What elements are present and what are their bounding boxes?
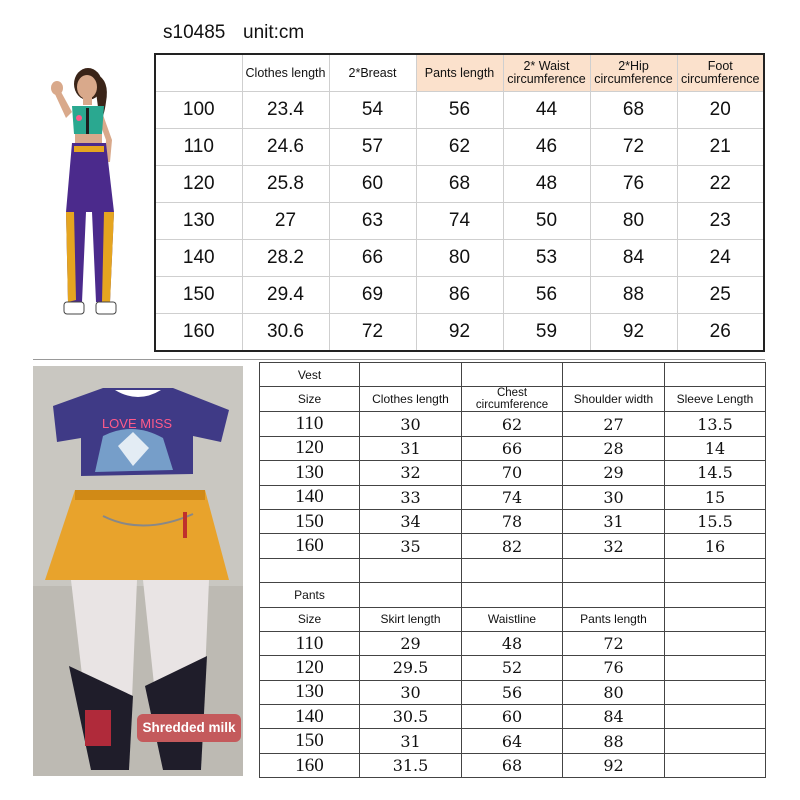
table-row xyxy=(155,314,764,352)
table-cell: 92 xyxy=(590,314,677,352)
empty-cell xyxy=(665,583,766,607)
table-row xyxy=(260,656,766,680)
section-divider xyxy=(33,359,765,360)
header-cell: 2*Hip circumference xyxy=(590,54,677,92)
table-cell: 92 xyxy=(416,314,503,352)
table-cell: 24.6 xyxy=(242,129,329,166)
table-row xyxy=(260,461,766,485)
table-cell: 29 xyxy=(360,631,462,655)
table-cell: 76 xyxy=(590,166,677,203)
empty-cell xyxy=(462,558,563,582)
table-cell: 80 xyxy=(590,203,677,240)
table-cell: 27 xyxy=(242,203,329,240)
table-cell: 24 xyxy=(677,240,764,277)
table-cell: 150 xyxy=(260,509,360,533)
section-title-row xyxy=(260,363,766,387)
table-cell: 62 xyxy=(462,412,563,436)
table-cell: 74 xyxy=(416,203,503,240)
empty-cell xyxy=(665,631,766,655)
table-row xyxy=(260,753,766,777)
table-cell: 60 xyxy=(462,705,563,729)
table-cell: 25 xyxy=(677,277,764,314)
table-cell: 23 xyxy=(677,203,764,240)
table-cell: 48 xyxy=(462,631,563,655)
table-cell: 53 xyxy=(503,240,590,277)
table-row xyxy=(155,92,764,129)
header-cell xyxy=(155,54,242,92)
table-cell: 26 xyxy=(677,314,764,352)
table-cell: 150 xyxy=(260,729,360,753)
table-cell: 54 xyxy=(329,92,416,129)
table-cell: 29.5 xyxy=(360,656,462,680)
table-cell: 31 xyxy=(360,729,462,753)
table-row xyxy=(260,631,766,655)
table-cell: 140 xyxy=(260,485,360,509)
table-cell: 88 xyxy=(590,277,677,314)
table-row xyxy=(155,203,764,240)
table-cell: 34 xyxy=(360,509,462,533)
table-cell: 82 xyxy=(462,534,563,558)
color-name-badge: Shredded milk xyxy=(137,714,241,742)
table-header-row xyxy=(260,607,766,631)
section-title-row xyxy=(260,583,766,607)
table-cell: 100 xyxy=(155,92,242,129)
table-cell: 72 xyxy=(329,314,416,352)
table-cell: 57 xyxy=(329,129,416,166)
header-cell: Waistline xyxy=(462,607,563,631)
empty-cell xyxy=(563,583,665,607)
table-cell: 32 xyxy=(360,461,462,485)
spacer-row xyxy=(260,558,766,582)
table-cell: 28.2 xyxy=(242,240,329,277)
empty-cell xyxy=(462,363,563,387)
empty-cell xyxy=(665,363,766,387)
table-row xyxy=(260,534,766,558)
header-cell: Shoulder width xyxy=(563,387,665,412)
table-cell: 29.4 xyxy=(242,277,329,314)
header-cell: Chest circumference xyxy=(462,387,563,412)
table-cell: 78 xyxy=(462,509,563,533)
table-cell: 69 xyxy=(329,277,416,314)
table-cell: 160 xyxy=(260,753,360,777)
table-cell: 20 xyxy=(677,92,764,129)
empty-cell xyxy=(360,583,462,607)
empty-cell xyxy=(462,583,563,607)
empty-cell xyxy=(665,656,766,680)
table-row xyxy=(155,277,764,314)
header-cell: 2* Waist circumference xyxy=(503,54,590,92)
table-cell: 56 xyxy=(503,277,590,314)
header-cell: Pants length xyxy=(416,54,503,92)
table-row xyxy=(260,436,766,460)
empty-cell xyxy=(260,558,360,582)
table-cell: 72 xyxy=(563,631,665,655)
table-cell: 28 xyxy=(563,436,665,460)
table-cell: 25.8 xyxy=(242,166,329,203)
table-cell: 92 xyxy=(563,753,665,777)
empty-cell xyxy=(360,363,462,387)
table-cell: 31 xyxy=(360,436,462,460)
table-cell: 30 xyxy=(360,412,462,436)
header-cell: Sleeve Length xyxy=(665,387,766,412)
empty-cell xyxy=(665,729,766,753)
table-cell: 120 xyxy=(260,656,360,680)
table-cell: 140 xyxy=(155,240,242,277)
table-cell: 70 xyxy=(462,461,563,485)
table-cell: 30 xyxy=(360,680,462,704)
table-cell: 27 xyxy=(563,412,665,436)
table-cell: 120 xyxy=(260,436,360,460)
table-cell: 35 xyxy=(360,534,462,558)
table-row xyxy=(260,485,766,509)
header-cell: 2*Breast xyxy=(329,54,416,92)
table-cell: 46 xyxy=(503,129,590,166)
table-row xyxy=(260,509,766,533)
shirt-print-text: LOVE MISS xyxy=(101,416,173,431)
table-cell: 84 xyxy=(563,705,665,729)
table-row xyxy=(260,705,766,729)
empty-cell xyxy=(563,363,665,387)
table-cell: 110 xyxy=(260,631,360,655)
table-cell: 29 xyxy=(563,461,665,485)
table-cell: 84 xyxy=(590,240,677,277)
table-cell: 80 xyxy=(563,680,665,704)
table-row xyxy=(155,166,764,203)
table-cell: 56 xyxy=(462,680,563,704)
table-cell: 21 xyxy=(677,129,764,166)
header-cell: Foot circumference xyxy=(677,54,764,92)
table-cell: 16 xyxy=(665,534,766,558)
table-cell: 31.5 xyxy=(360,753,462,777)
size-table-vest-pants xyxy=(259,362,766,778)
empty-cell xyxy=(665,705,766,729)
table-cell: 22 xyxy=(677,166,764,203)
table-cell: 160 xyxy=(260,534,360,558)
table-row xyxy=(260,729,766,753)
table-cell: 130 xyxy=(260,680,360,704)
table-row xyxy=(155,240,764,277)
table-cell: 32 xyxy=(563,534,665,558)
table-header-row xyxy=(155,54,764,92)
table-cell: 120 xyxy=(155,166,242,203)
table-cell: 68 xyxy=(462,753,563,777)
table-cell: 44 xyxy=(503,92,590,129)
empty-cell xyxy=(563,558,665,582)
header-cell: Size xyxy=(260,607,360,631)
table-row xyxy=(155,129,764,166)
table-cell: 130 xyxy=(155,203,242,240)
table-cell: 15.5 xyxy=(665,509,766,533)
pants-title: Pants xyxy=(260,583,360,607)
table-cell: 64 xyxy=(462,729,563,753)
header-cell: Pants length xyxy=(563,607,665,631)
table-cell: 86 xyxy=(416,277,503,314)
table-cell: 110 xyxy=(155,129,242,166)
table-cell: 56 xyxy=(416,92,503,129)
table-cell: 130 xyxy=(260,461,360,485)
table-cell: 68 xyxy=(416,166,503,203)
table-cell: 66 xyxy=(462,436,563,460)
product-code: s10485 xyxy=(163,22,226,43)
table-cell: 31 xyxy=(563,509,665,533)
header-cell: Size xyxy=(260,387,360,412)
table-cell: 50 xyxy=(503,203,590,240)
table-cell: 23.4 xyxy=(242,92,329,129)
table-cell: 160 xyxy=(155,314,242,352)
table-cell: 59 xyxy=(503,314,590,352)
table-cell: 68 xyxy=(590,92,677,129)
vest-title: Vest xyxy=(260,363,360,387)
header-cell: Skirt length xyxy=(360,607,462,631)
table-cell: 63 xyxy=(329,203,416,240)
table-cell: 60 xyxy=(329,166,416,203)
table-cell: 150 xyxy=(155,277,242,314)
table-cell: 72 xyxy=(590,129,677,166)
table-cell: 48 xyxy=(503,166,590,203)
table-cell: 52 xyxy=(462,656,563,680)
table-cell: 13.5 xyxy=(665,412,766,436)
header-cell: Clothes length xyxy=(242,54,329,92)
table-cell: 30 xyxy=(563,485,665,509)
unit-label: unit:cm xyxy=(243,22,305,43)
table-cell: 30.5 xyxy=(360,705,462,729)
table-header-row xyxy=(260,387,766,412)
table-cell: 30.6 xyxy=(242,314,329,352)
table-cell: 140 xyxy=(260,705,360,729)
table-cell: 14.5 xyxy=(665,461,766,485)
table-cell: 15 xyxy=(665,485,766,509)
table-row xyxy=(260,680,766,704)
table-cell: 76 xyxy=(563,656,665,680)
table-cell: 33 xyxy=(360,485,462,509)
empty-cell xyxy=(665,753,766,777)
table-cell: 62 xyxy=(416,129,503,166)
table-row xyxy=(260,412,766,436)
table-cell: 14 xyxy=(665,436,766,460)
size-table-main xyxy=(154,53,765,352)
table-cell: 80 xyxy=(416,240,503,277)
empty-cell xyxy=(665,558,766,582)
model-photo xyxy=(30,62,148,324)
empty-cell xyxy=(360,558,462,582)
table-cell: 66 xyxy=(329,240,416,277)
header-cell: Clothes length xyxy=(360,387,462,412)
table-cell: 110 xyxy=(260,412,360,436)
table-cell: 74 xyxy=(462,485,563,509)
table-cell: 88 xyxy=(563,729,665,753)
empty-cell xyxy=(665,680,766,704)
empty-cell xyxy=(665,607,766,631)
